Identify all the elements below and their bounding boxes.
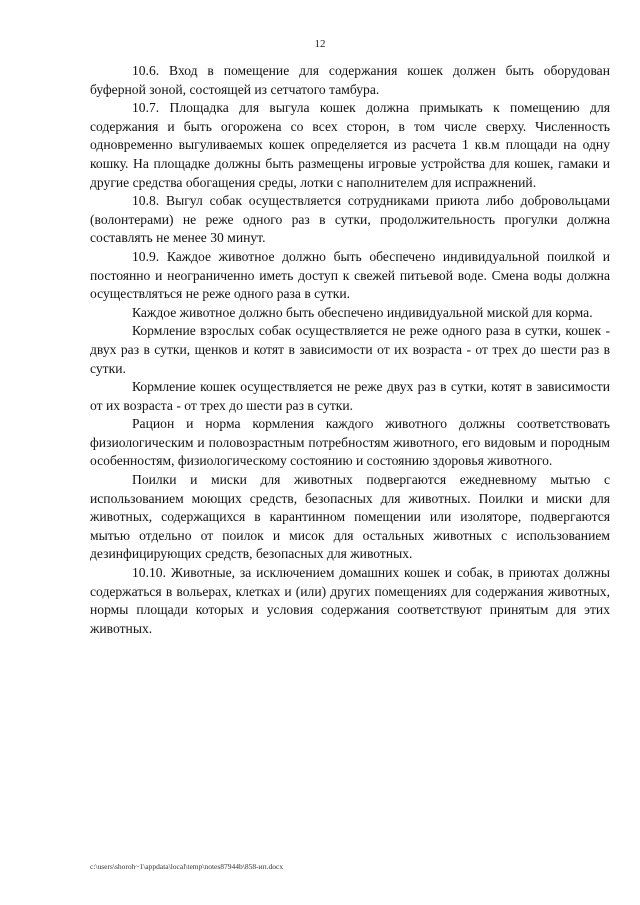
paragraph-ration: Рацион и норма кормления каждого животного должны соответствовать физиологическим и половозрастным потребностям животного, его видовым и породным особенностям, физиологическому состоянию и состоянию здоровья животного. [90, 416, 610, 469]
paragraph-10-9: 10.9. Каждое животное должно быть обеспечено индивидуальной поилкой и постоянно и неограниченно иметь доступ к свежей питьевой воде. Смена воды должна осуществляться не реже одного раза в сутки. [90, 248, 610, 302]
footer-file-path: c:\users\shoroh~1\appdata\local\temp\notes87944b\858-ип.docx [90, 862, 284, 871]
paragraph-washing: Поилки и миски для животных подвергаются ежедневному мытью с использованием моющих средств, безопасных для животных. Поилки и миски для животных, содержащихся в карантинном помещении или изоляторе, подвергаются мытью отдельно от поилок и мисок для остальных животных с использованием дезинфицирующих средств, безопасных для животных. [90, 472, 610, 562]
paragraph-feeding-dogs: Кормление взрослых собак осуществляется не реже одного раза в сутки, кошек - двух раз в сутки, щенков и котят в зависимости от их возраста - от трех до шести раз в сутки. [90, 323, 610, 376]
paragraph-bowls: Каждое животное должно быть обеспечено индивидуальной миской для корма. [132, 304, 593, 320]
paragraph-10-7: 10.7. Площадка для выгула кошек должна примыкать к помещению для содержания и быть огорожена со всех сторон, в том числе сверху. Численность одновременно выгуливаемых кошек определяется из расчета 1 кв.м площади на одну кошку. На площадке должны быть размещены игровые устройства для кошек, гамаки и другие средства обогащения среды, лотки с наполнителем для испражнений. [90, 100, 610, 190]
paragraph-10-6: 10.6. Вход в помещение для содержания кошек должен быть оборудован буферной зоной, состоящей из сетчатого тамбура. [90, 63, 610, 97]
paragraph-10-8: 10.8. Выгул собак осуществляется сотрудниками приюта либо добровольцами (волонтерами) не реже одного раз в сутки, продолжительность прогулки должна составлять не менее 30 минут. [90, 193, 610, 246]
paragraph-feeding-cats: Кормление кошек осуществляется не реже двух раз в сутки, котят в зависимости от их возраста - от трех до шести раз в сутки. [90, 379, 610, 413]
document-body [90, 62, 610, 638]
page-number: 12 [314, 38, 326, 50]
paragraph-10-10: 10.10. Животные, за исключением домашних кошек и собак, в приютах должны содержаться в вольерах, клетках и (или) других помещениях для содержания животных, нормы площади которых и условия содержания соответствуют принятым для этих животных. [90, 565, 610, 636]
